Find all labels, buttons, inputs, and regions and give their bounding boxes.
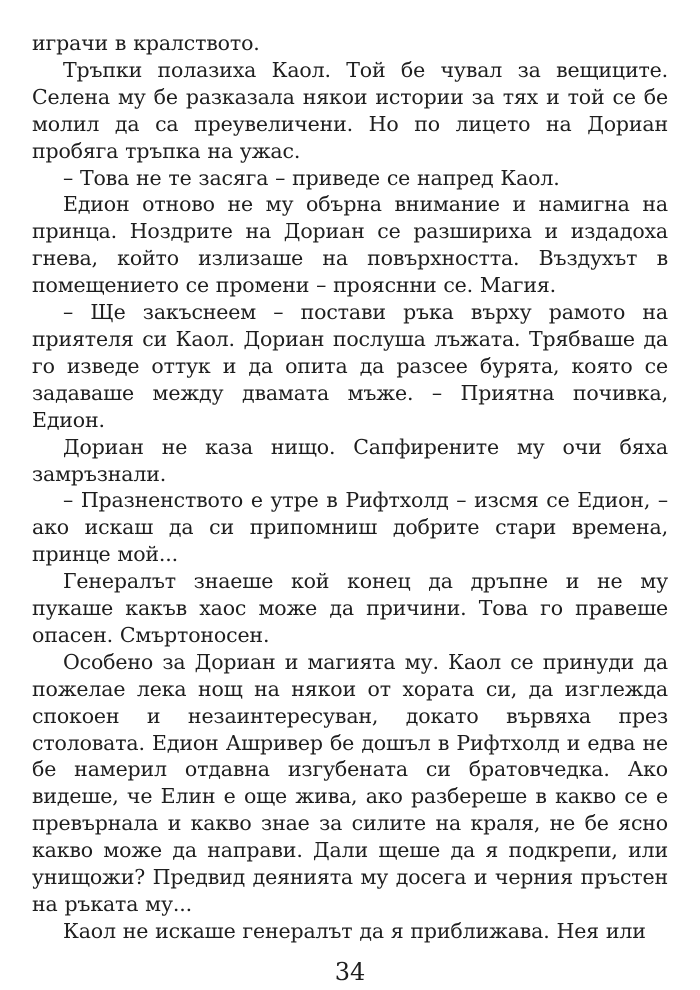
paragraph-4: Едион отново не му обърна внимание и намигна на принца. Ноздрите на Дориан се разшириха и издадоха гнева, който излизаше на повърхността. Въздухът в помещението се промени – прояснни се. Магия. <box>32 192 668 298</box>
paragraph-10: Каол не искаше генералът да я приближава. Нея или <box>63 918 646 943</box>
page-body <box>32 30 668 945</box>
paragraph-6: Дориан не каза нищо. Сапфирените му очи бяха замръзнали. <box>32 434 668 486</box>
paragraph-3: – Това не те засяга – приведе се напред Каол. <box>63 165 560 190</box>
paragraph-9: Особено за Дориан и магията му. Каол се принуди да пожелае лека нощ на някои от хората си, да изглежда спокоен и незаинтересуван, докато вървяха през столовата. Едион Ашривер бе дошъл в Рифтхолд и едва не бе намерил отдавна изгубената си братовчедка. Ако видеше, че Елин е още жива, ако разбереше в какво се е превърнала и какво знае за силите на краля, не бе ясно какво може да направи. Дали щеше да я подкрепи, или унищожи? Предвид деянията му досега и черния пръстен на ръката му... <box>32 649 668 916</box>
page-number: 34 <box>334 958 366 986</box>
paragraph-2: Тръпки полазиха Каол. Той бе чувал за вещиците. Селена му бе разказала някои истории за тях и той се бе молил да са преувеличени. Но по лицето на Дориан пробяга тръпка на ужас. <box>32 57 668 163</box>
paragraph-5: – Ще закъснеем – постави ръка върху рамото на приятеля си Каол. Дориан послуша лъжата. Трябваше да го изведе оттук и да опита да разсее бурята, която се задаваше между двамата мъже. – Приятна почивка, Едион. <box>32 300 668 432</box>
paragraph-7: – Празненството е утре в Рифтхолд – изсмя се Едион, – ако искаш да си припомниш добрите стари времена, принце мой... <box>32 488 668 567</box>
paragraph-1: играчи в кралството. <box>32 31 260 55</box>
paragraph-8: Генералът знаеше кой конец да дръпне и не му пукаше какъв хаос може да причини. Това го правеше опасен. Смъртоносен. <box>32 569 668 647</box>
